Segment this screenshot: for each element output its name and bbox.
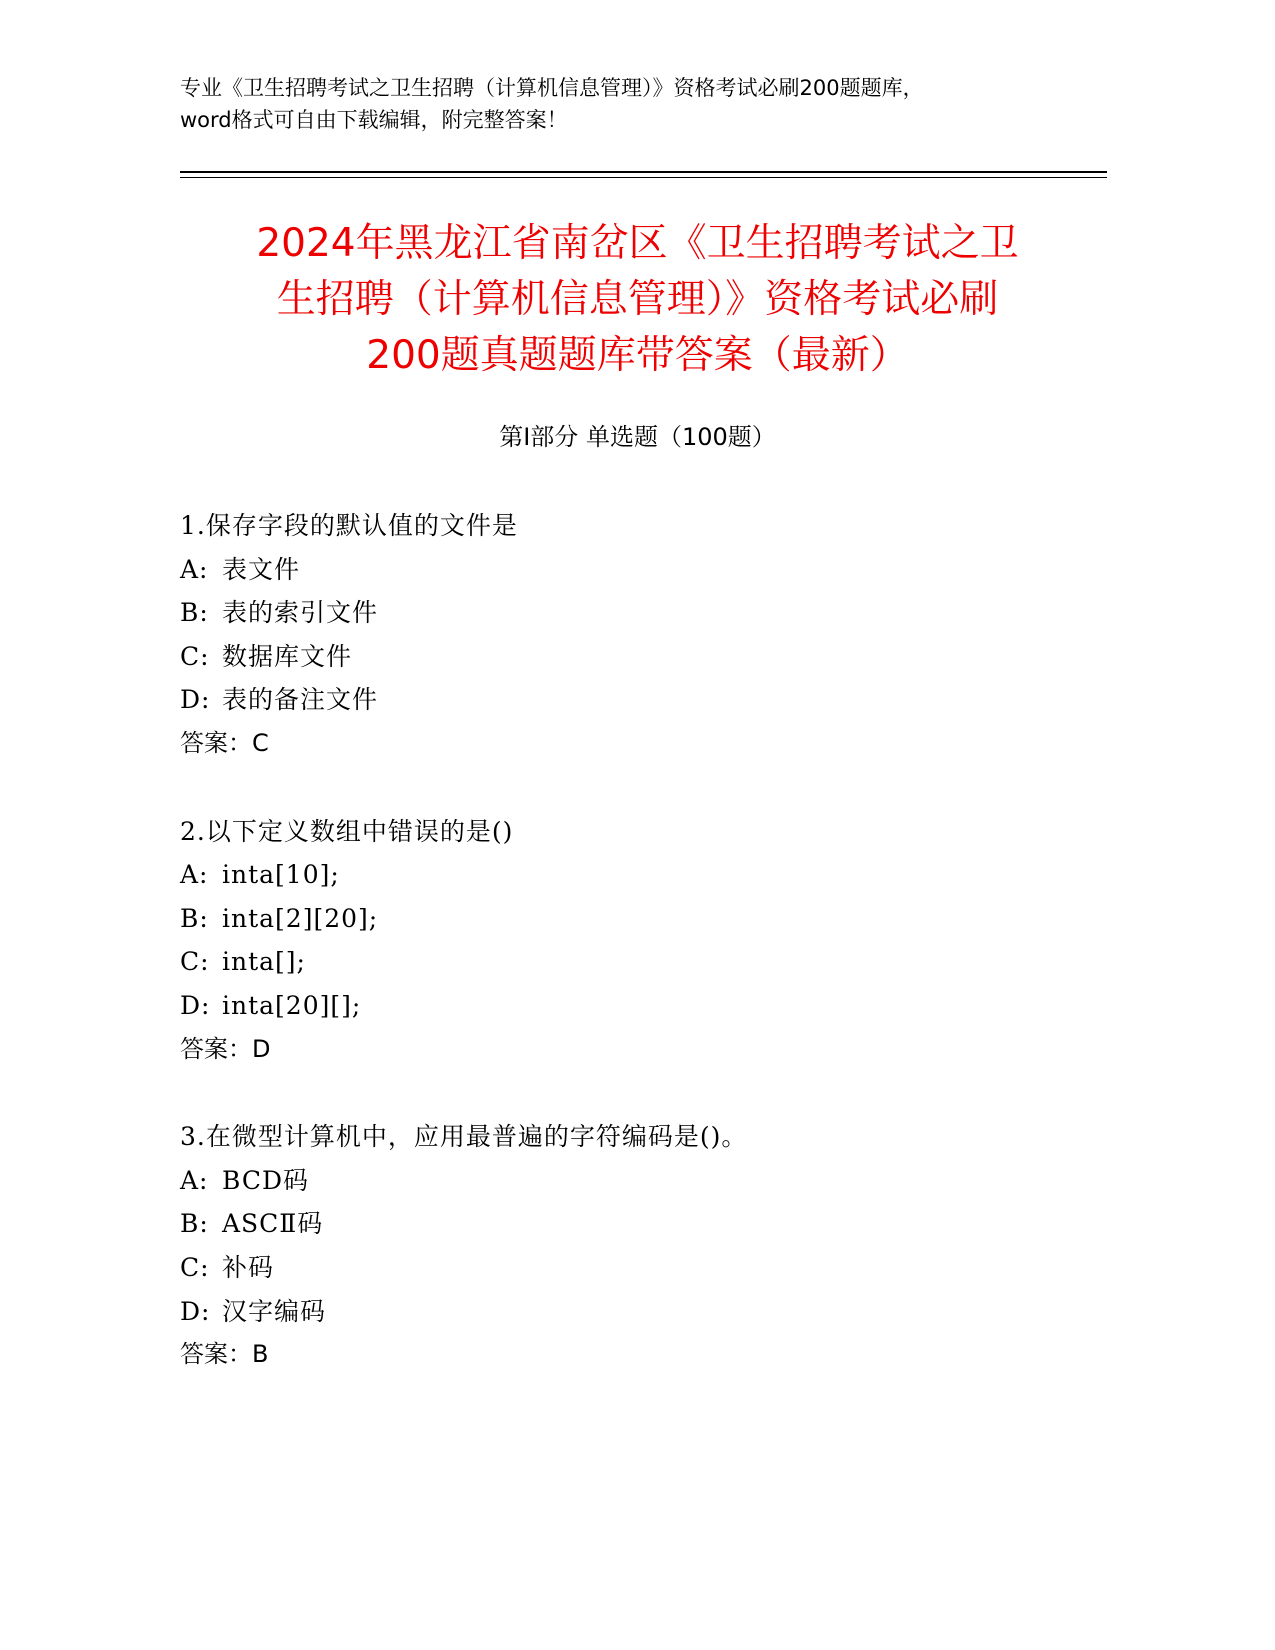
option-text: ASCⅡ码 <box>222 1209 324 1239</box>
option-text: inta[2][20]; <box>222 903 379 933</box>
option-text: 表文件 <box>222 554 301 584</box>
answer-value: D <box>252 1034 271 1063</box>
option-text: 数据库文件 <box>222 641 353 671</box>
option-text: BCD码 <box>222 1165 310 1195</box>
option-c <box>180 940 1100 984</box>
option-text: 补码 <box>222 1252 275 1282</box>
option-d <box>180 678 1100 722</box>
option-text: 表的索引文件 <box>222 598 379 628</box>
question-list <box>180 504 1100 1421</box>
option-d <box>180 1290 1100 1334</box>
header-divider-thick <box>180 171 1107 173</box>
option-letter: D: <box>180 1296 211 1326</box>
answer-label: 答案： <box>180 1340 252 1369</box>
option-b <box>180 1202 1100 1246</box>
option-letter: C: <box>180 641 210 671</box>
option-text: inta[]; <box>222 947 306 977</box>
section-heading: 第Ⅰ部分 单选题（100题） <box>499 423 776 451</box>
option-letter: A: <box>180 554 209 584</box>
header-divider-thin <box>180 177 1107 178</box>
header-note-line-2: word格式可自由下载编辑，附完整答案！ <box>180 108 568 132</box>
option-text: inta[10]; <box>222 860 340 890</box>
answer-line <box>180 1333 1100 1377</box>
option-letter: C: <box>180 1252 210 1282</box>
option-text: 汉字编码 <box>222 1296 327 1326</box>
question-stem: 2.以下定义数组中错误的是() <box>180 816 514 846</box>
answer-value: C <box>252 728 269 757</box>
answer-line <box>180 1028 1100 1072</box>
document-title-line-2: 生招聘（计算机信息管理）》资格考试必刷 <box>276 277 999 322</box>
option-letter: C: <box>180 947 210 977</box>
option-text: 表的备注文件 <box>222 685 379 715</box>
option-letter: A: <box>180 860 209 890</box>
option-a <box>180 548 1100 592</box>
option-letter: A: <box>180 1165 209 1195</box>
option-letter: B: <box>180 598 209 628</box>
option-letter: D: <box>180 685 211 715</box>
option-d <box>180 984 1100 1028</box>
document-title <box>150 216 1125 384</box>
option-c <box>180 1246 1100 1290</box>
option-a <box>180 853 1100 897</box>
option-b <box>180 591 1100 635</box>
option-c <box>180 635 1100 679</box>
question-3 <box>180 1115 1100 1377</box>
answer-label: 答案： <box>180 1034 252 1063</box>
document-title-line-3: 200题真题题库带答案（最新） <box>366 333 909 378</box>
option-letter: D: <box>180 990 211 1020</box>
question-1 <box>180 504 1100 766</box>
answer-label: 答案： <box>180 728 252 757</box>
answer-line <box>180 722 1100 766</box>
question-2 <box>180 810 1100 1072</box>
option-a <box>180 1159 1100 1203</box>
document-title-line-1: 2024年黑龙江省南岔区《卫生招聘考试之卫 <box>256 221 1019 266</box>
option-text: inta[20][]; <box>222 990 362 1020</box>
header-note-line-1: 专业《卫生招聘考试之卫生招聘（计算机信息管理）》资格考试必刷200题题库， <box>180 76 924 100</box>
answer-value: B <box>252 1340 269 1369</box>
header-note <box>180 72 1100 136</box>
option-letter: B: <box>180 1209 209 1239</box>
option-letter: B: <box>180 903 209 933</box>
question-stem: 3.在微型计算机中，应用最普遍的字符编码是()。 <box>180 1122 748 1152</box>
option-b <box>180 897 1100 941</box>
question-stem: 1.保存字段的默认值的文件是 <box>180 511 518 540</box>
